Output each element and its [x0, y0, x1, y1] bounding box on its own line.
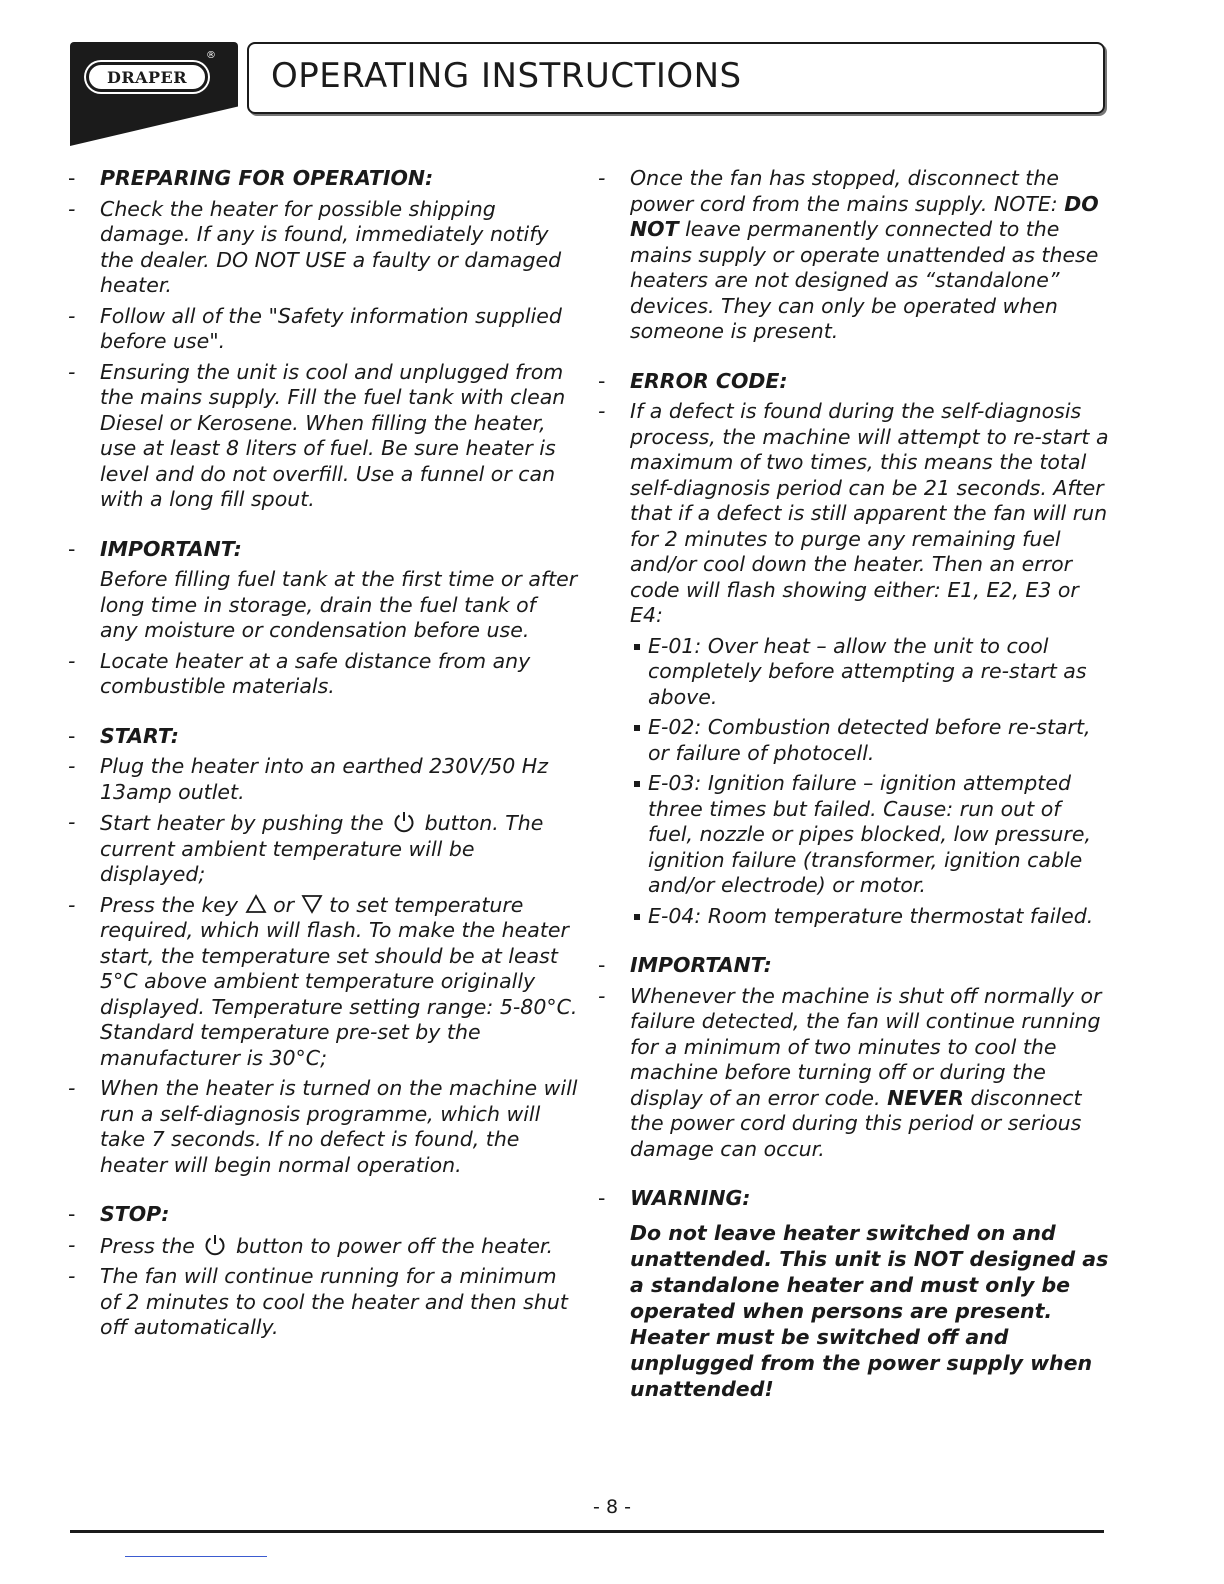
important-text-pre: Whenever the machine is shut off normally or failure detected, the fan will continue running for a minimum of two minutes to cool the machine before turning off or during the display of an error code.	[630, 983, 1102, 1110]
important-text-bold: NEVER	[887, 1085, 964, 1110]
start-item-1: Plug the heater into an earthed 230V/50 Hz 13amp outlet.	[100, 754, 548, 804]
power-icon	[203, 1233, 227, 1257]
preparing-item-3: Ensuring the unit is cool and unplugged from the mains supply. Fill the fuel tank with clean Diesel or Kerosene. When filling the heater, use at least 8 liters of fuel. Be sure heater is level and do not overfill. Use a funnel or can with a long fill spout.	[100, 359, 566, 511]
list-item: - Press the button to power off the heater.	[68, 1232, 553, 1258]
section-heading: - IMPORTANT:	[598, 953, 772, 977]
important-text-post: disconnect the power cord during this period or serious damage can occur.	[630, 1085, 1082, 1161]
list-item: - Start heater by pushing the button. The current ambient temperature will be displayed;	[68, 810, 544, 886]
section-heading: - IMPORTANT:	[68, 536, 242, 561]
error-code-item	[598, 771, 1110, 899]
intro-post: leave permanently connected to the mains supply or operate unattended as these heaters are not designed as “standalone” devices. They can only be operated when someone is present.	[630, 217, 1099, 343]
list-item: - Locate heater at a safe distance from any combustible materials.	[68, 648, 531, 698]
start-item-3-or: or	[273, 892, 295, 917]
registered-mark: ®	[206, 50, 216, 61]
error-code-e04: E-04: Room temperature thermostat failed.	[648, 903, 1094, 928]
page-number: - 8 -	[593, 1496, 631, 1518]
footer-divider	[70, 1530, 1104, 1533]
page-title: OPERATING INSTRUCTIONS	[271, 56, 742, 96]
footer-link-underline	[125, 1556, 267, 1557]
list-item: - Ensuring the unit is cool and unplugged from the mains supply. Fill the fuel tank with clean Diesel or Kerosene. When filling the heater, use at least 8 liters of fuel. Be sure heater is level and do not overfill. Use a funnel or can with a long fill spout.	[68, 359, 566, 511]
right-column	[598, 166, 1110, 1402]
error-code-item	[598, 715, 1110, 766]
error-code-e02: E-02: Combustion detected before re-start, or failure of photocell.	[648, 715, 1091, 765]
list-item: - Whenever the machine is shut off normally or failure detected, the fan will continue running for a minimum of two minutes to cool the machine before turning off or during the display of an error code. NEVER disconnect the power cord during this period or serious damage can occur.	[598, 983, 1102, 1161]
error-text: If a defect is found during the self-diagnosis process, the machine will attempt to re-start a maximum of two times, this means the total self-diagnosis period can be 21 seconds. After that if a defect is still apparent the fan will run for 2 minutes to purge any remaining fuel and/or cool down the heater. Then an error code will flash showing either: E1, E2, E3 or E4:	[630, 399, 1109, 627]
section-heading: - PREPARING FOR OPERATION:	[68, 166, 434, 190]
start-item-3-post: to set temperature required, which will flash. To make the heater start, the temperature set should be at least 5°C above ambient temperature originally displayed. Temperature setting range: 5-80°C. Standard temperature pre-set by the manufacturer is 30°C;	[100, 892, 578, 1070]
error-code-e03: E-03: Ignition failure – ignition attempted three times but failed. Cause: run out of fuel, nozzle or pipes blocked, low pressure, ignition failure (transformer, ignition cable and/or electrode) or motor.	[648, 771, 1091, 897]
list-item: - When the heater is turned on the machine will run a self-diagnosis programme, which will take 7 seconds. If no defect is found, the heater will begin normal operation.	[68, 1076, 578, 1177]
left-column	[68, 166, 580, 1346]
up-triangle-icon	[245, 894, 267, 914]
section-heading: - STOP:	[68, 1202, 170, 1226]
stop-item-1-post: button to power off the heater.	[236, 1233, 553, 1258]
warning-heading: WARNING:	[630, 1186, 751, 1210]
section-heading: - WARNING:	[598, 1186, 751, 1210]
error-heading: ERROR CODE:	[630, 368, 788, 393]
title-box	[247, 42, 1105, 114]
important-text: Before filling fuel tank at the first time or after long time in storage, drain the fuel tank of any moisture or condensation before use.	[100, 567, 578, 642]
error-code-item	[598, 634, 1110, 711]
error-code-item	[598, 904, 1110, 930]
list-item: - Plug the heater into an earthed 230V/50 Hz 13amp outlet.	[68, 754, 548, 804]
list-item: - Once the fan has stopped, disconnect the power cord from the mains supply. NOTE: DO NOT leave permanently connected to the mains supply or operate unattended as these heaters are not designed as “standalone” devices. They can only be operated when someone is present.	[598, 166, 1099, 343]
intro-bold: DO NOT	[630, 191, 1099, 241]
list-item: - If a defect is found during the self-diagnosis process, the machine will attempt to re-start a maximum of two times, this means the total self-diagnosis period can be 21 seconds. After that if a defect is still apparent the fan will run for 2 minutes to purge any remaining fuel and/or cool down the heater. Then an error code will flash showing either: E1, E2, E3 or E4:	[598, 399, 1109, 627]
start-heading: START:	[100, 723, 179, 748]
locate-heater-item: Locate heater at a safe distance from any combustible materials.	[100, 648, 531, 698]
list-item: - Press the key or to set temperature required, which will flash. To make the heater start, the temperature set should be at least 5°C above ambient temperature originally displayed. Temperature setting range: 5-80°C. Standard temperature pre-set by the manufacturer is 30°C;	[68, 892, 578, 1070]
stop-item-2: The fan will continue running for a minimum of 2 minutes to cool the heater and then shut off automatically.	[100, 1264, 568, 1339]
list-item: - Follow all of the "Safety information supplied before use".	[68, 303, 562, 353]
down-triangle-icon	[301, 894, 323, 914]
list-item: - The fan will continue running for a minimum of 2 minutes to cool the heater and then shut off automatically.	[68, 1264, 568, 1339]
brand-logo: DRAPER	[86, 62, 208, 92]
list-item: - Check the heater for possible shipping damage. If any is found, immediately notify the dealer. DO NOT USE a faulty or damaged heater.	[68, 196, 562, 297]
error-code-e01: E-01: Over heat – allow the unit to cool completely before attempting a re-start as above.	[648, 633, 1087, 709]
power-icon	[392, 810, 416, 834]
start-item-2-post: button. The current ambient temperature will be displayed;	[100, 811, 544, 886]
start-item-3-pre: Press the key	[100, 892, 239, 917]
intro-pre: Once the fan has stopped, disconnect the power cord from the mains supply. NOTE:	[630, 166, 1059, 216]
start-item-4: When the heater is turned on the machine will run a self-diagnosis programme, which will take 7 seconds. If no defect is found, the heater will begin normal operation.	[100, 1076, 578, 1177]
start-item-2-pre: Start heater by pushing the	[100, 811, 384, 835]
important-heading: IMPORTANT:	[100, 536, 242, 561]
preparing-item-2: Follow all of the "Safety information supplied before use".	[100, 303, 562, 353]
preparing-heading: PREPARING FOR OPERATION:	[100, 166, 434, 190]
section-heading: - START:	[68, 723, 179, 748]
important-heading-right: IMPORTANT:	[630, 953, 772, 977]
warning-text: Do not leave heater switched on and unattended. This unit is NOT designed as a standalone heater and must only be operated when persons are present. Heater must be switched off and unplugged from the power supply when unattended!	[630, 1220, 1109, 1401]
stop-heading: STOP:	[100, 1202, 170, 1226]
preparing-item-1: Check the heater for possible shipping damage. If any is found, immediately notify the dealer. DO NOT USE a faulty or damaged heater.	[100, 196, 562, 297]
stop-item-1-pre: Press the	[100, 1233, 195, 1258]
section-heading: - ERROR CODE:	[598, 368, 788, 393]
